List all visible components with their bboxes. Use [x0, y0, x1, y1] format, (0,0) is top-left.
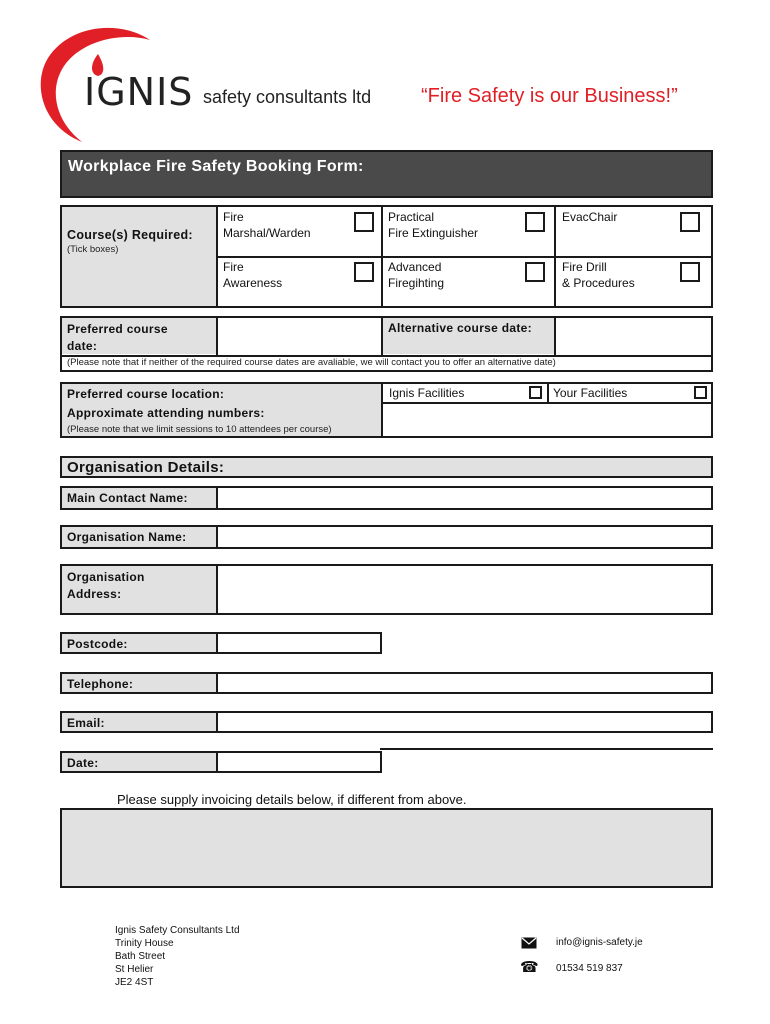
org-address-label: Organisation Address:	[67, 570, 145, 601]
main-contact-label: Main Contact Name:	[67, 491, 188, 505]
email-label-cell	[60, 711, 218, 733]
course-option-label: EvacChair	[562, 210, 618, 224]
company-tagline: safety consultants ltd	[203, 87, 372, 107]
invoicing-note: Please supply invoicing details below, if different from above.	[117, 792, 467, 807]
location-option-ignis: Ignis Facilities	[389, 386, 465, 400]
attending-numbers-label: Approximate attending numbers:	[67, 406, 265, 420]
form-title: Workplace Fire Safety Booking Form:	[68, 158, 364, 175]
logo-wordmark: IGNIS	[84, 70, 194, 114]
alternative-date-input[interactable]	[556, 318, 711, 355]
courses-label: Course(s) Required:	[67, 228, 193, 242]
org-address-label-cell	[60, 564, 218, 615]
footer-phone: 01534 519 837	[556, 963, 623, 974]
company-slogan: “Fire Safety is our Business!”	[421, 85, 678, 107]
date-label-cell	[60, 751, 218, 773]
phone-icon: ☎	[520, 959, 539, 976]
form-title-bar	[60, 150, 713, 198]
organisation-title-bar	[60, 456, 713, 478]
location-checkbox-yours[interactable]	[694, 386, 707, 399]
telephone-label-cell	[60, 672, 218, 694]
telephone-input[interactable]	[216, 672, 713, 694]
main-contact-label-cell	[60, 486, 218, 510]
org-address-input[interactable]	[216, 564, 713, 615]
course-option-label: Fire Drill & Procedures	[562, 260, 635, 290]
attending-numbers-input[interactable]	[383, 404, 711, 436]
preferred-date-label: Preferred course date:	[67, 322, 168, 353]
dates-note: (Please note that if neither of the required course dates are avaliable, we will contact you to offer an alternative date)	[67, 357, 556, 368]
organisation-title: Organisation Details:	[67, 459, 225, 476]
main-contact-input[interactable]	[216, 486, 713, 510]
postcode-label: Postcode:	[67, 637, 128, 651]
footer-email[interactable]: info@ignis-safety.je	[556, 937, 643, 948]
org-name-label-cell	[60, 525, 218, 549]
invoicing-details-input[interactable]	[60, 808, 713, 888]
postcode-input[interactable]	[216, 632, 382, 654]
course-checkbox-fire-awareness[interactable]	[354, 262, 374, 282]
course-option-label: Practical Fire Extinguisher	[388, 210, 479, 240]
location-label: Preferred course location:	[67, 387, 225, 401]
courses-hint: (Tick boxes)	[67, 244, 119, 255]
location-option-yours: Your Facilities	[553, 386, 628, 400]
postcode-label-cell	[60, 632, 218, 654]
course-checkbox-fire-drill[interactable]	[680, 262, 700, 282]
telephone-label: Telephone:	[67, 677, 134, 691]
course-checkbox-fire-extinguisher[interactable]	[525, 212, 545, 232]
location-checkbox-ignis[interactable]	[529, 386, 542, 399]
alternative-date-label: Alternative course date:	[388, 321, 532, 335]
course-checkbox-fire-marshal[interactable]	[354, 212, 374, 232]
email-label: Email:	[67, 716, 105, 730]
envelope-icon	[521, 936, 537, 954]
date-rule	[380, 748, 713, 750]
date-input[interactable]	[216, 751, 382, 773]
courses-label-cell	[62, 207, 216, 306]
course-option-label: Advanced Firegihting	[388, 260, 445, 290]
course-checkbox-advanced-firefighting[interactable]	[525, 262, 545, 282]
preferred-date-input[interactable]	[218, 318, 381, 355]
course-option-label: Fire Marshal/Warden	[223, 210, 311, 240]
email-input[interactable]	[216, 711, 713, 733]
course-option-label: Fire Awareness	[223, 260, 283, 290]
course-checkbox-evacchair[interactable]	[680, 212, 700, 232]
attending-numbers-note: (Please note that we limit sessions to 10 attendees per course)	[67, 424, 332, 435]
org-name-label: Organisation Name:	[67, 530, 187, 544]
footer-address: Ignis Safety Consultants Ltd Trinity House Bath Street St Helier JE2 4ST	[115, 925, 240, 988]
date-label: Date:	[67, 756, 99, 770]
org-name-input[interactable]	[216, 525, 713, 549]
